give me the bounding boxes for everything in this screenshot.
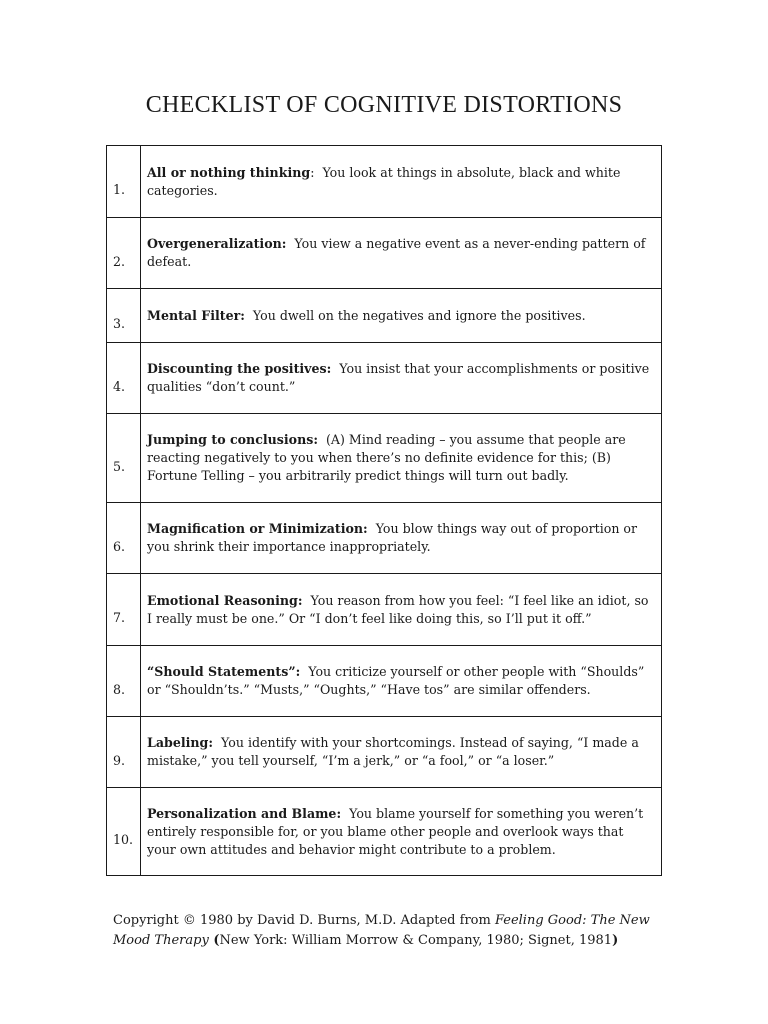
item-number: 8. [113, 681, 126, 697]
item-term: Mental Filter: [147, 307, 245, 323]
item-number-cell [107, 146, 141, 218]
item-description-cell [141, 218, 662, 289]
table-row [107, 218, 662, 289]
item-description-cell [141, 646, 662, 717]
item-number: 9. [113, 752, 126, 768]
item-number: 1. [113, 182, 126, 197]
item-separator [318, 432, 326, 447]
paren-open: ( [208, 933, 220, 948]
distortions-table [106, 145, 662, 876]
item-description-cell [141, 146, 662, 218]
item-number: 3. [113, 316, 126, 331]
book-title: Feeling Good: The New Mood Therapy [113, 913, 650, 948]
table-row [107, 414, 662, 503]
item-term: Discounting the positives: [147, 361, 332, 376]
item-description: You look at things in absolute, black and white categories. [147, 164, 621, 198]
item-description: You dwell on the negatives and ignore the positives. [252, 307, 586, 323]
paren-close: ) [612, 933, 619, 948]
item-separator [213, 735, 221, 750]
item-description: You identify with your shortcomings. Instead of saying, “I made a mistake,” you tell yourself, “I’m a jerk,” or “a fool,” or “a loser.” [147, 735, 639, 768]
item-number-cell [107, 574, 141, 646]
copyright-prefix: Copyright © 1980 by David D. Burns, M.D. Adapted from [113, 913, 495, 928]
copyright-note [113, 911, 653, 951]
item-number: 5. [113, 458, 126, 474]
item-description-cell [141, 717, 662, 788]
item-description: You blame yourself for something you weren’t entirely responsible for, or you blame other people and overlook ways that your own attitudes and behavior might contribute to a problem. [147, 805, 644, 857]
item-term: Jumping to conclusions: [147, 432, 318, 447]
item-number: 6. [113, 538, 126, 554]
item-description: You insist that your accomplishments or positive qualities “don’t count.” [147, 361, 650, 394]
item-number-cell [107, 646, 141, 717]
table-row [107, 503, 662, 574]
item-number-cell [107, 414, 141, 503]
item-separator [303, 593, 311, 608]
table-row [107, 343, 662, 414]
item-description-cell [141, 503, 662, 574]
item-term: Personalization and Blame: [147, 805, 342, 821]
table-row [107, 788, 662, 876]
item-number-cell [107, 503, 141, 574]
item-number-cell [107, 788, 141, 876]
item-term: Overgeneralization: [147, 236, 287, 251]
item-description-cell [141, 289, 662, 343]
item-term: “Should Statements”: [147, 664, 301, 679]
table-row [107, 574, 662, 646]
item-term: Magnification or Minimization: [147, 521, 368, 536]
item-number: 10. [113, 831, 134, 847]
item-separator [245, 308, 253, 323]
item-term: Labeling: [147, 735, 214, 750]
item-description-cell [141, 414, 662, 503]
item-description: You view a negative event as a never-ending pattern of defeat. [147, 236, 646, 269]
item-term: Emotional Reasoning: [147, 592, 303, 608]
table-row [107, 146, 662, 218]
item-number-cell [107, 289, 141, 343]
item-number: 4. [113, 378, 126, 394]
item-description-cell [141, 788, 662, 876]
item-description: You blow things way out of proportion or you shrink their importance inappropriately. [147, 521, 638, 554]
item-number: 7. [113, 610, 126, 625]
table-row [107, 289, 662, 343]
item-number-cell [107, 717, 141, 788]
table-row [107, 646, 662, 717]
item-number-cell [107, 343, 141, 414]
item-description: You criticize yourself or other people with “Shoulds” or “Shouldn’ts.” “Musts,” “Oughts,” “Have tos” are similar offenders. [147, 664, 645, 697]
item-term: All or nothing thinking [147, 164, 311, 180]
item-description: You reason from how you feel: “I feel like an idiot, so I really must be one.” Or “I don’t feel like doing this, so I’ll put it off.” [147, 592, 649, 626]
item-separator: : [310, 164, 323, 180]
table-row [107, 717, 662, 788]
item-number-cell [107, 218, 141, 289]
item-description-cell [141, 343, 662, 414]
page-title: CHECKLIST OF COGNITIVE DISTORTIONS [145, 92, 623, 118]
item-description-cell [141, 574, 662, 646]
publisher-info: New York: William Morrow & Company, 1980; Signet, 1981 [219, 933, 613, 948]
item-number: 2. [113, 253, 126, 269]
item-description: (A) Mind reading – you assume that people are reacting negatively to you when there’s no definite evidence for this; (B) Fortune Telling – you arbitrarily predict things will turn out badly. [147, 432, 626, 483]
item-separator [341, 806, 349, 821]
item-separator [368, 521, 376, 536]
